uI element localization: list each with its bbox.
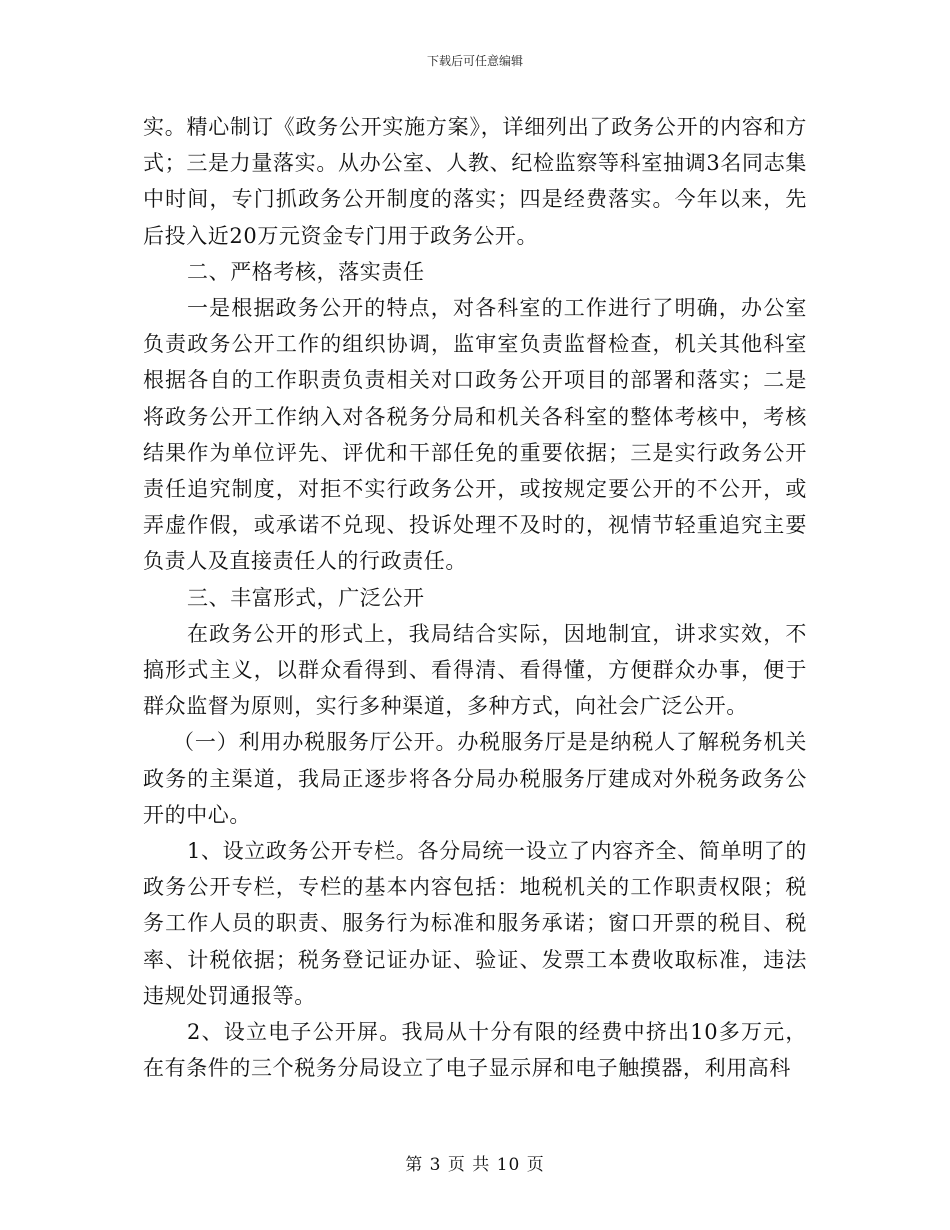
paragraph-service-hall: （一）利用办税服务厅公开。办税服务厅是是纳税人了解税务机关政务的主渠道，我局正逐步将各分局办税服务厅建成对外税务政务公开的中心。 (143, 730, 807, 827)
paragraph-responsibility: 一是根据政务公开的特点，对各科室的工作进行了明确，办公室负责政务公开工作的组织协调，监审室负责监督检查，机关其他科室根据各自的工作职责负责相关对口政务公开项目的部署和落实；二是将政务公开工作纳入对各税务分局和机关各科室的整体考核中，考核结果作为单位评先、评优和干部任免的重要依据；三是实行政务公开责任追究制度，对拒不实行政务公开，或按规定要公开的不公开，或弄虚作假，或承诺不兑现、投诉处理不及时的，视情节轻重追究主要负责人及直接责任人的行政责任。 (143, 296, 807, 574)
section-heading-2: 二、严格考核，落实责任 (187, 259, 425, 284)
paragraph-electronic-screen: 2、设立电子公开屏。我局从十分有限的经费中挤出10多万元，在有条件的三个税务分局设立了电子显示屏和电子触摸器，利用高科 (143, 1020, 807, 1081)
section-heading-3: 三、丰富形式，广泛公开 (187, 585, 425, 610)
paragraph-forms: 在政务公开的形式上，我局结合实际，因地制宜，讲求实效，不搞形式主义，以群众看得到、看得清、看得懂，方便群众办事，便于群众监督为原则，实行多种渠道，多种方式，向社会广泛公开。 (143, 621, 807, 719)
paragraph-bulletin-board: 1、设立政务公开专栏。各分局统一设立了内容齐全、简单明了的政务公开专栏，专栏的基本内容包括：地税机关的工作职责权限；税务工作人员的职责、服务行为标准和服务承诺；窗口开票的税目、税率、计税依据；税务登记证办证、验证、发票工本费收取标准，违法违规处罚通报等。 (143, 839, 807, 1008)
page-header: 下载后可任意编辑 (426, 54, 523, 68)
paragraph-continuation: 实。精心制订《政务公开实施方案》，详细列出了政务公开的内容和方式；三是力量落实。从办公室、人教、纪检监察等科室抽调3名同志集中时间，专门抓政务公开制度的落实；四是经费落实。今年以来，先后投入近20万元资金专门用于政务公开。 (143, 115, 807, 248)
document-body (143, 109, 807, 1086)
page-number: 第 3 页 共 10 页 (405, 1155, 545, 1175)
